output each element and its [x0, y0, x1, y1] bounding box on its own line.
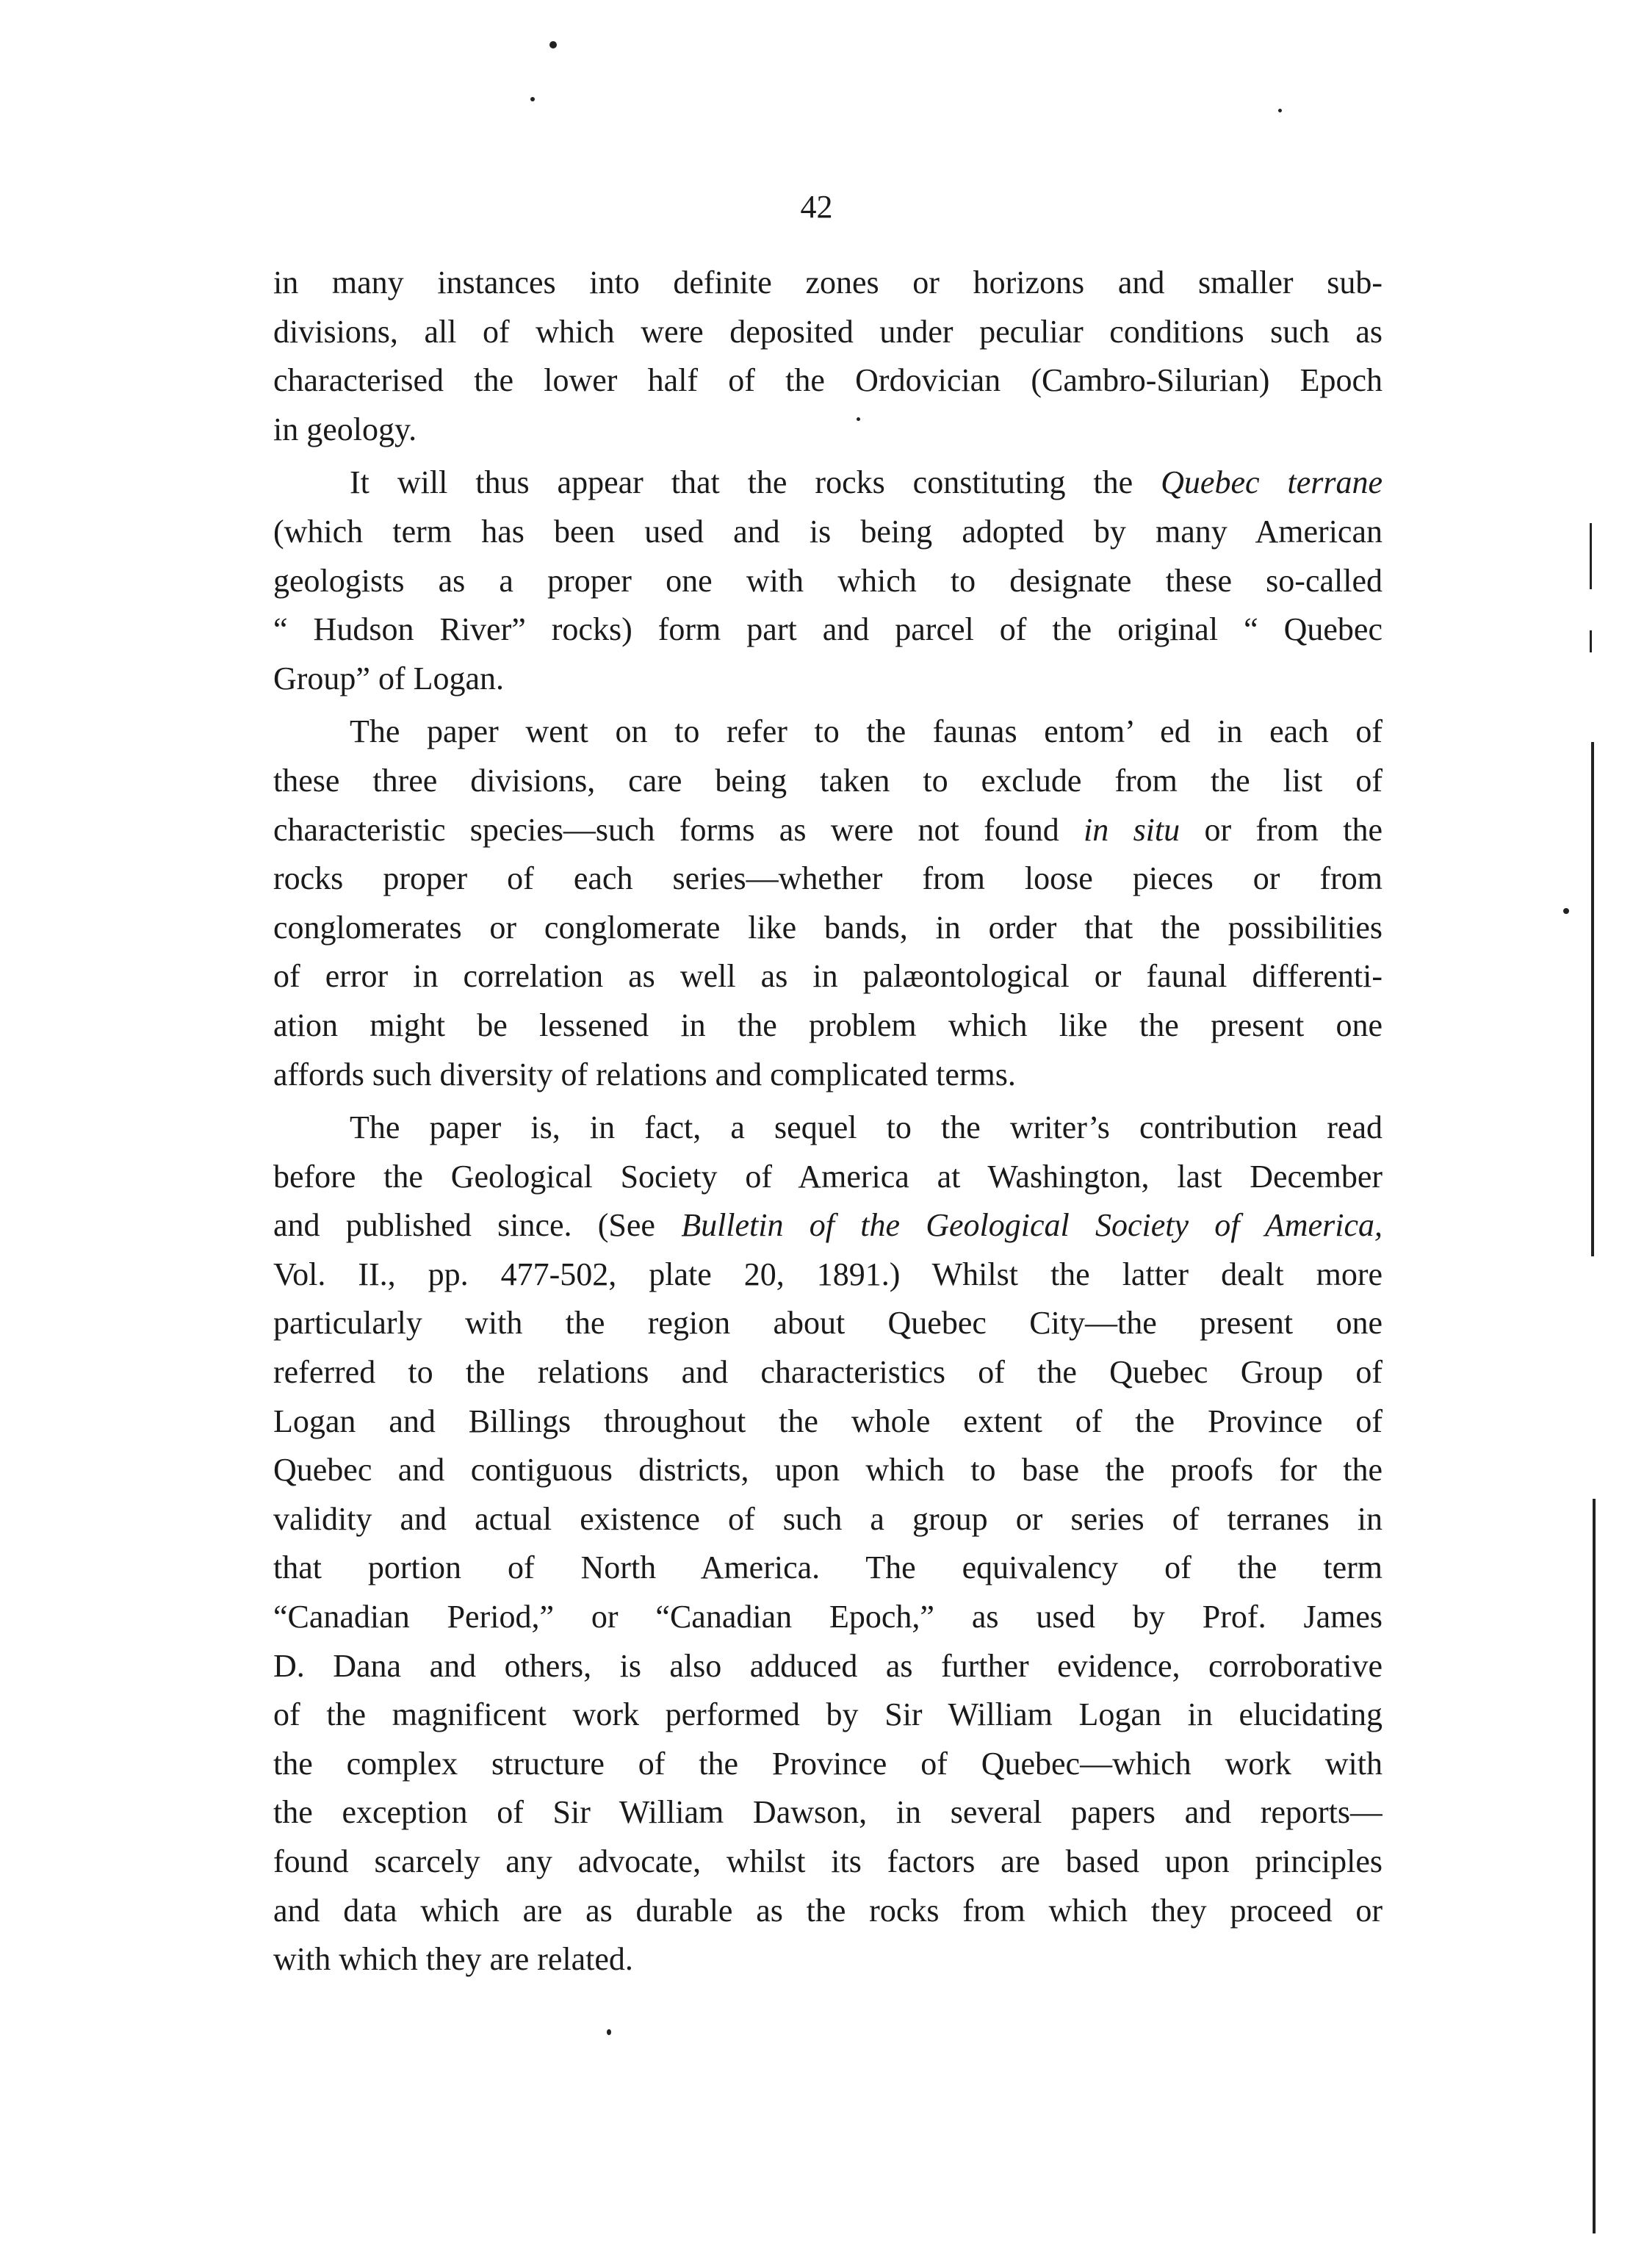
- scan-speck: [607, 2029, 611, 2035]
- text-segment: and published since. (See: [273, 1207, 682, 1244]
- text-line: before the Geological Society of America at Washington, last December: [273, 1158, 1383, 1195]
- margin-rule: [1593, 1499, 1596, 2233]
- scan-speck: [549, 41, 557, 48]
- body-text: [273, 259, 1383, 1989]
- paragraph: [273, 708, 1383, 1099]
- text-line: [273, 458, 1383, 508]
- paragraph: [273, 259, 1383, 454]
- text-line: geologists as a proper one with which to designate these so-called: [273, 562, 1383, 599]
- text-line: Quebec and contiguous districts, upon which to base the proofs for the: [273, 1452, 1383, 1488]
- text-line: divisions, all of which were deposited under peculiar conditions such as: [273, 313, 1383, 350]
- text-line: ation might be lessened in the problem which like the present one: [273, 1007, 1383, 1043]
- margin-rule: [1590, 630, 1592, 652]
- text-line: Vol. II., pp. 477-502, plate 20, 1891.) Whilst the latter dealt more: [273, 1256, 1383, 1292]
- text-line: referred to the relations and characteristics of the Quebec Group of: [273, 1354, 1383, 1391]
- text-line: particularly with the region about Quebec City—the present one: [273, 1305, 1383, 1342]
- text-line: of error in correlation as well as in palæontological or faunal differenti-: [273, 958, 1383, 995]
- scan-speck: [1563, 908, 1569, 914]
- text-line: characterised the lower half of the Ordovician (Cambro-Silurian) Epoch: [273, 362, 1383, 399]
- text-segment: characteristic species—such forms as were not found: [273, 811, 1084, 848]
- text-line: and data which are as durable as the rocks from which they proceed or: [273, 1892, 1383, 1929]
- text-line: (which term has been used and is being adopted by many American: [273, 513, 1383, 550]
- paragraph: [273, 1104, 1383, 1984]
- text-line: [273, 1201, 1383, 1250]
- paragraph: [273, 458, 1383, 703]
- text-segment: It will thus appear that the rocks constituting the: [350, 464, 1161, 501]
- italic-title: in situ: [1084, 811, 1180, 848]
- text-line: in geology.: [273, 411, 417, 447]
- text-line: of the magnificent work performed by Sir William Logan in elucidating: [273, 1696, 1383, 1733]
- text-line: Logan and Billings throughout the whole extent of the Province of: [273, 1403, 1383, 1439]
- text-line: the complex structure of the Province of Quebec—which work with: [273, 1745, 1383, 1782]
- text-line: with which they are related.: [273, 1941, 633, 1978]
- scan-speck: [1278, 109, 1282, 112]
- text-line: “Canadian Period,” or “Canadian Epoch,” as used by Prof. James: [273, 1599, 1383, 1635]
- text-line: found scarcely any advocate, whilst its factors are based upon principles: [273, 1843, 1383, 1879]
- scan-speck: [857, 417, 860, 421]
- text-line: affords such diversity of relations and complicated terms.: [273, 1056, 1016, 1092]
- text-line: validity and actual existence of such a group or series of terranes in: [273, 1500, 1383, 1537]
- scan-speck: [530, 97, 535, 101]
- text-line: these three divisions, care being taken to exclude from the list of: [273, 762, 1383, 799]
- text-line: conglomerates or conglomerate like bands, in order that the possibilities: [273, 909, 1383, 946]
- text-line: The paper went on to refer to the faunas entom’ ed in each of: [350, 713, 1383, 750]
- text-line: that portion of North America. The equivalency of the term: [273, 1549, 1383, 1586]
- text-line: D. Dana and others, is also adduced as further evidence, corroborative: [273, 1647, 1383, 1684]
- text-segment: or from the: [1180, 811, 1383, 848]
- italic-title: Quebec terrane: [1161, 464, 1383, 501]
- text-line: Group” of Logan.: [273, 660, 505, 696]
- text-line: the exception of Sir William Dawson, in several papers and reports—: [273, 1794, 1383, 1831]
- text-line: “ Hudson River” rocks) form part and parcel of the original “ Quebec: [273, 611, 1383, 648]
- text-line: rocks proper of each series—whether from loose pieces or from: [273, 860, 1383, 897]
- page-number: 42: [800, 189, 833, 225]
- text-line: The paper is, in fact, a sequel to the writer’s contribution read: [350, 1109, 1383, 1146]
- margin-rule: [1590, 523, 1592, 589]
- text-line: in many instances into definite zones or horizons and smaller sub-: [273, 264, 1383, 300]
- italic-title: Bulletin of the Geological Society of America,: [681, 1207, 1383, 1244]
- text-line: [273, 806, 1383, 855]
- margin-rule: [1591, 742, 1594, 1256]
